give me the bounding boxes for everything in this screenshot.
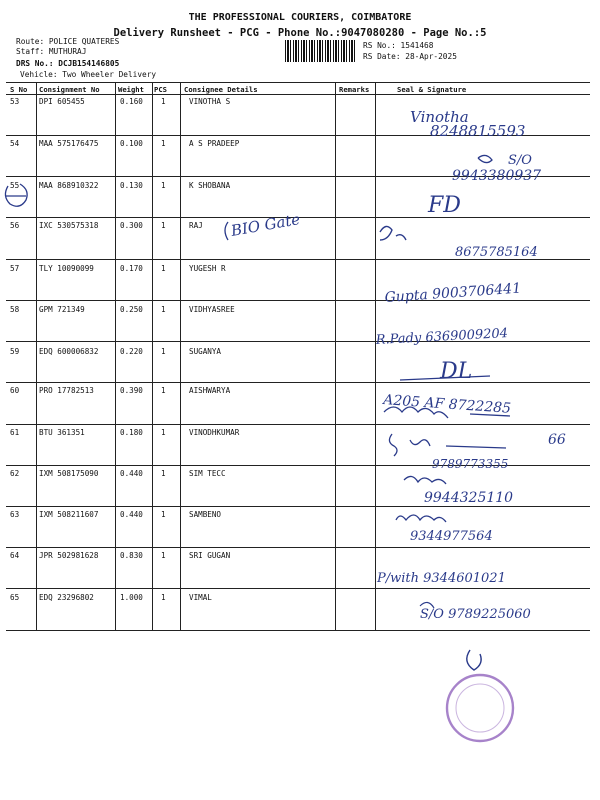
cell-pcs: 1 — [161, 264, 166, 273]
row-rule — [6, 300, 590, 301]
cell-weight: 0.440 — [120, 510, 143, 519]
signature-r62 — [404, 476, 446, 484]
cell-weight: 0.160 — [120, 97, 143, 106]
scribble-r64 — [420, 602, 434, 608]
row-rule — [6, 382, 590, 383]
col-header-sno: S No — [10, 85, 28, 94]
row-rule — [6, 341, 590, 342]
row-rule — [6, 506, 590, 507]
row-rule — [6, 588, 590, 589]
cell-weight: 0.180 — [120, 428, 143, 437]
col-header-seal: Seal & Signature — [397, 85, 467, 94]
signature-r63 — [396, 515, 446, 522]
col-header-remarks: Remarks — [339, 85, 370, 94]
phone-r56: 8675785164 — [455, 245, 538, 260]
cell-consignment: IXM 508211607 — [39, 510, 99, 519]
cell-weight: 0.100 — [120, 139, 143, 148]
staff-label: Staff: MUTHURAJ — [16, 47, 87, 56]
cell-consignment: JPR 502981628 — [39, 551, 99, 560]
cell-weight: 0.170 — [120, 264, 143, 273]
cell-sno: 53 — [10, 97, 20, 106]
cell-consignee: VIDHYASREE — [189, 305, 235, 314]
official-stamp — [447, 675, 513, 741]
phone-r62: 9944325110 — [424, 490, 514, 506]
barcode — [285, 40, 357, 62]
cell-pcs: 1 — [161, 97, 166, 106]
cell-consignee: AISHWARYA — [189, 386, 231, 395]
cell-sno: 60 — [10, 386, 20, 395]
cell-sno: 59 — [10, 347, 20, 356]
cell-consignee: A S PRADEEP — [189, 139, 240, 148]
vehicle-label: Vehicle: Two Wheeler Delivery — [20, 70, 157, 79]
relation-r64: S/O 9789225060 — [420, 607, 531, 622]
underline-r59 — [400, 376, 490, 380]
cell-weight: 0.440 — [120, 469, 143, 478]
signature-r57: Gupta 9003706441 — [384, 280, 522, 306]
cell-sno: 56 — [10, 221, 20, 230]
cell-weight: 0.130 — [120, 181, 143, 190]
cell-consignment: IXC 530575318 — [39, 221, 99, 230]
signature-r60 — [384, 407, 510, 418]
cell-consignee: SRI GUGAN — [189, 551, 231, 560]
cell-consignment: MAA 868910322 — [39, 181, 99, 190]
table-bottom-rule — [6, 630, 590, 631]
rs-date: RS Date: 28-Apr-2025 — [363, 52, 457, 61]
cell-weight: 0.250 — [120, 305, 143, 314]
cell-pcs: 1 — [161, 181, 166, 190]
dl-mark-r59: DL — [440, 359, 473, 384]
col-header-consignee: Consignee Details — [184, 85, 258, 94]
cell-sno: 65 — [10, 593, 20, 602]
official-stamp-inner — [456, 684, 504, 732]
rs-number: RS No.: 1541468 — [363, 41, 434, 50]
remark-r56: BIO Gate — [229, 210, 302, 240]
runsheet-title: Delivery Runsheet - PCG - Phone No.:9047080280 - Page No.:5 — [113, 27, 487, 39]
table-header-rule — [6, 94, 590, 95]
relation-r54: S/O — [508, 153, 532, 168]
cell-consignee: VINOTHA S — [189, 97, 231, 106]
cell-consignee: VINODHKUMAR — [189, 428, 240, 437]
cell-consignment: TLY 10090099 — [39, 264, 94, 273]
col-header-consignment: Consignment No — [39, 85, 100, 94]
cell-pcs: 1 — [161, 221, 166, 230]
row-rule — [6, 176, 590, 177]
route-label: Route: POLICE QUATERES — [16, 37, 120, 46]
cell-weight: 0.220 — [120, 347, 143, 356]
note-r61: 66 — [548, 432, 566, 448]
cell-sno: 63 — [10, 510, 20, 519]
cell-consignment: IXM 508175090 — [39, 469, 99, 478]
phone-r63: 9344977564 — [410, 529, 493, 544]
cell-consignment: MAA 575176475 — [39, 139, 99, 148]
cell-weight: 0.300 — [120, 221, 143, 230]
note-r64: P/with 9344601021 — [377, 571, 506, 586]
cell-weight: 0.830 — [120, 551, 143, 560]
row-rule — [6, 135, 590, 136]
phone-r53: 8248815593 — [430, 122, 526, 140]
cell-sno: 55 — [10, 181, 20, 190]
row-rule — [6, 547, 590, 548]
cell-sno: 57 — [10, 264, 20, 273]
col-header-weight: Weight — [118, 85, 144, 94]
signature-r61 — [389, 434, 506, 456]
company-title: THE PROFESSIONAL COURIERS, COIMBATORE — [188, 12, 412, 23]
cell-pcs: 1 — [161, 593, 166, 602]
row-rule — [6, 217, 590, 218]
phone-r54: 9943380937 — [452, 168, 542, 184]
fd-mark-r55: FD — [428, 193, 461, 218]
row-rule — [6, 424, 590, 425]
drs-number: DRS No.: DCJB154146805 — [16, 59, 120, 68]
pen-mark — [467, 650, 481, 670]
row-rule — [6, 465, 590, 466]
cell-pcs: 1 — [161, 305, 166, 314]
cell-consignee: YUGESH R — [189, 264, 226, 273]
cell-consignee: SAMBENO — [189, 510, 222, 519]
table-top-rule — [6, 82, 590, 83]
cell-consignment: DPI 605455 — [39, 97, 85, 106]
signature-r58: R.Pady 6369009204 — [375, 326, 509, 348]
cell-pcs: 1 — [161, 510, 166, 519]
scribble-r54 — [478, 155, 492, 162]
cell-sno: 64 — [10, 551, 20, 560]
cell-pcs: 1 — [161, 139, 166, 148]
cell-sno: 62 — [10, 469, 20, 478]
cell-sno: 54 — [10, 139, 20, 148]
cell-weight: 0.390 — [120, 386, 143, 395]
cell-consignee: VIMAL — [189, 593, 212, 602]
row-rule — [6, 259, 590, 260]
signature-r53: Vinotha — [410, 108, 469, 126]
phone-top-r62: 9789773355 — [432, 457, 509, 471]
cell-consignment: BTU 361351 — [39, 428, 85, 437]
note-r60: A205 AF 8722285 — [382, 392, 512, 417]
cell-sno: 58 — [10, 305, 20, 314]
cell-weight: 1.000 — [120, 593, 143, 602]
cell-pcs: 1 — [161, 428, 166, 437]
cell-pcs: 1 — [161, 551, 166, 560]
cell-consignee: K SHOBANA — [189, 181, 231, 190]
cell-consignment: PRO 17782513 — [39, 386, 94, 395]
remark-bracket — [225, 222, 228, 240]
cell-pcs: 1 — [161, 386, 166, 395]
cell-consignee: RAJ — [189, 221, 203, 230]
cell-consignment: GPM 721349 — [39, 305, 85, 314]
cell-consignee: SIM TECC — [189, 469, 226, 478]
cell-sno: 61 — [10, 428, 20, 437]
col-header-pcs: PCS — [154, 85, 167, 94]
cell-consignment: EDQ 600006832 — [39, 347, 99, 356]
cell-consignee: SUGANYA — [189, 347, 222, 356]
cell-pcs: 1 — [161, 347, 166, 356]
cell-consignment: EDQ 23296802 — [39, 593, 94, 602]
signature-r56 — [380, 226, 406, 240]
cell-pcs: 1 — [161, 469, 166, 478]
